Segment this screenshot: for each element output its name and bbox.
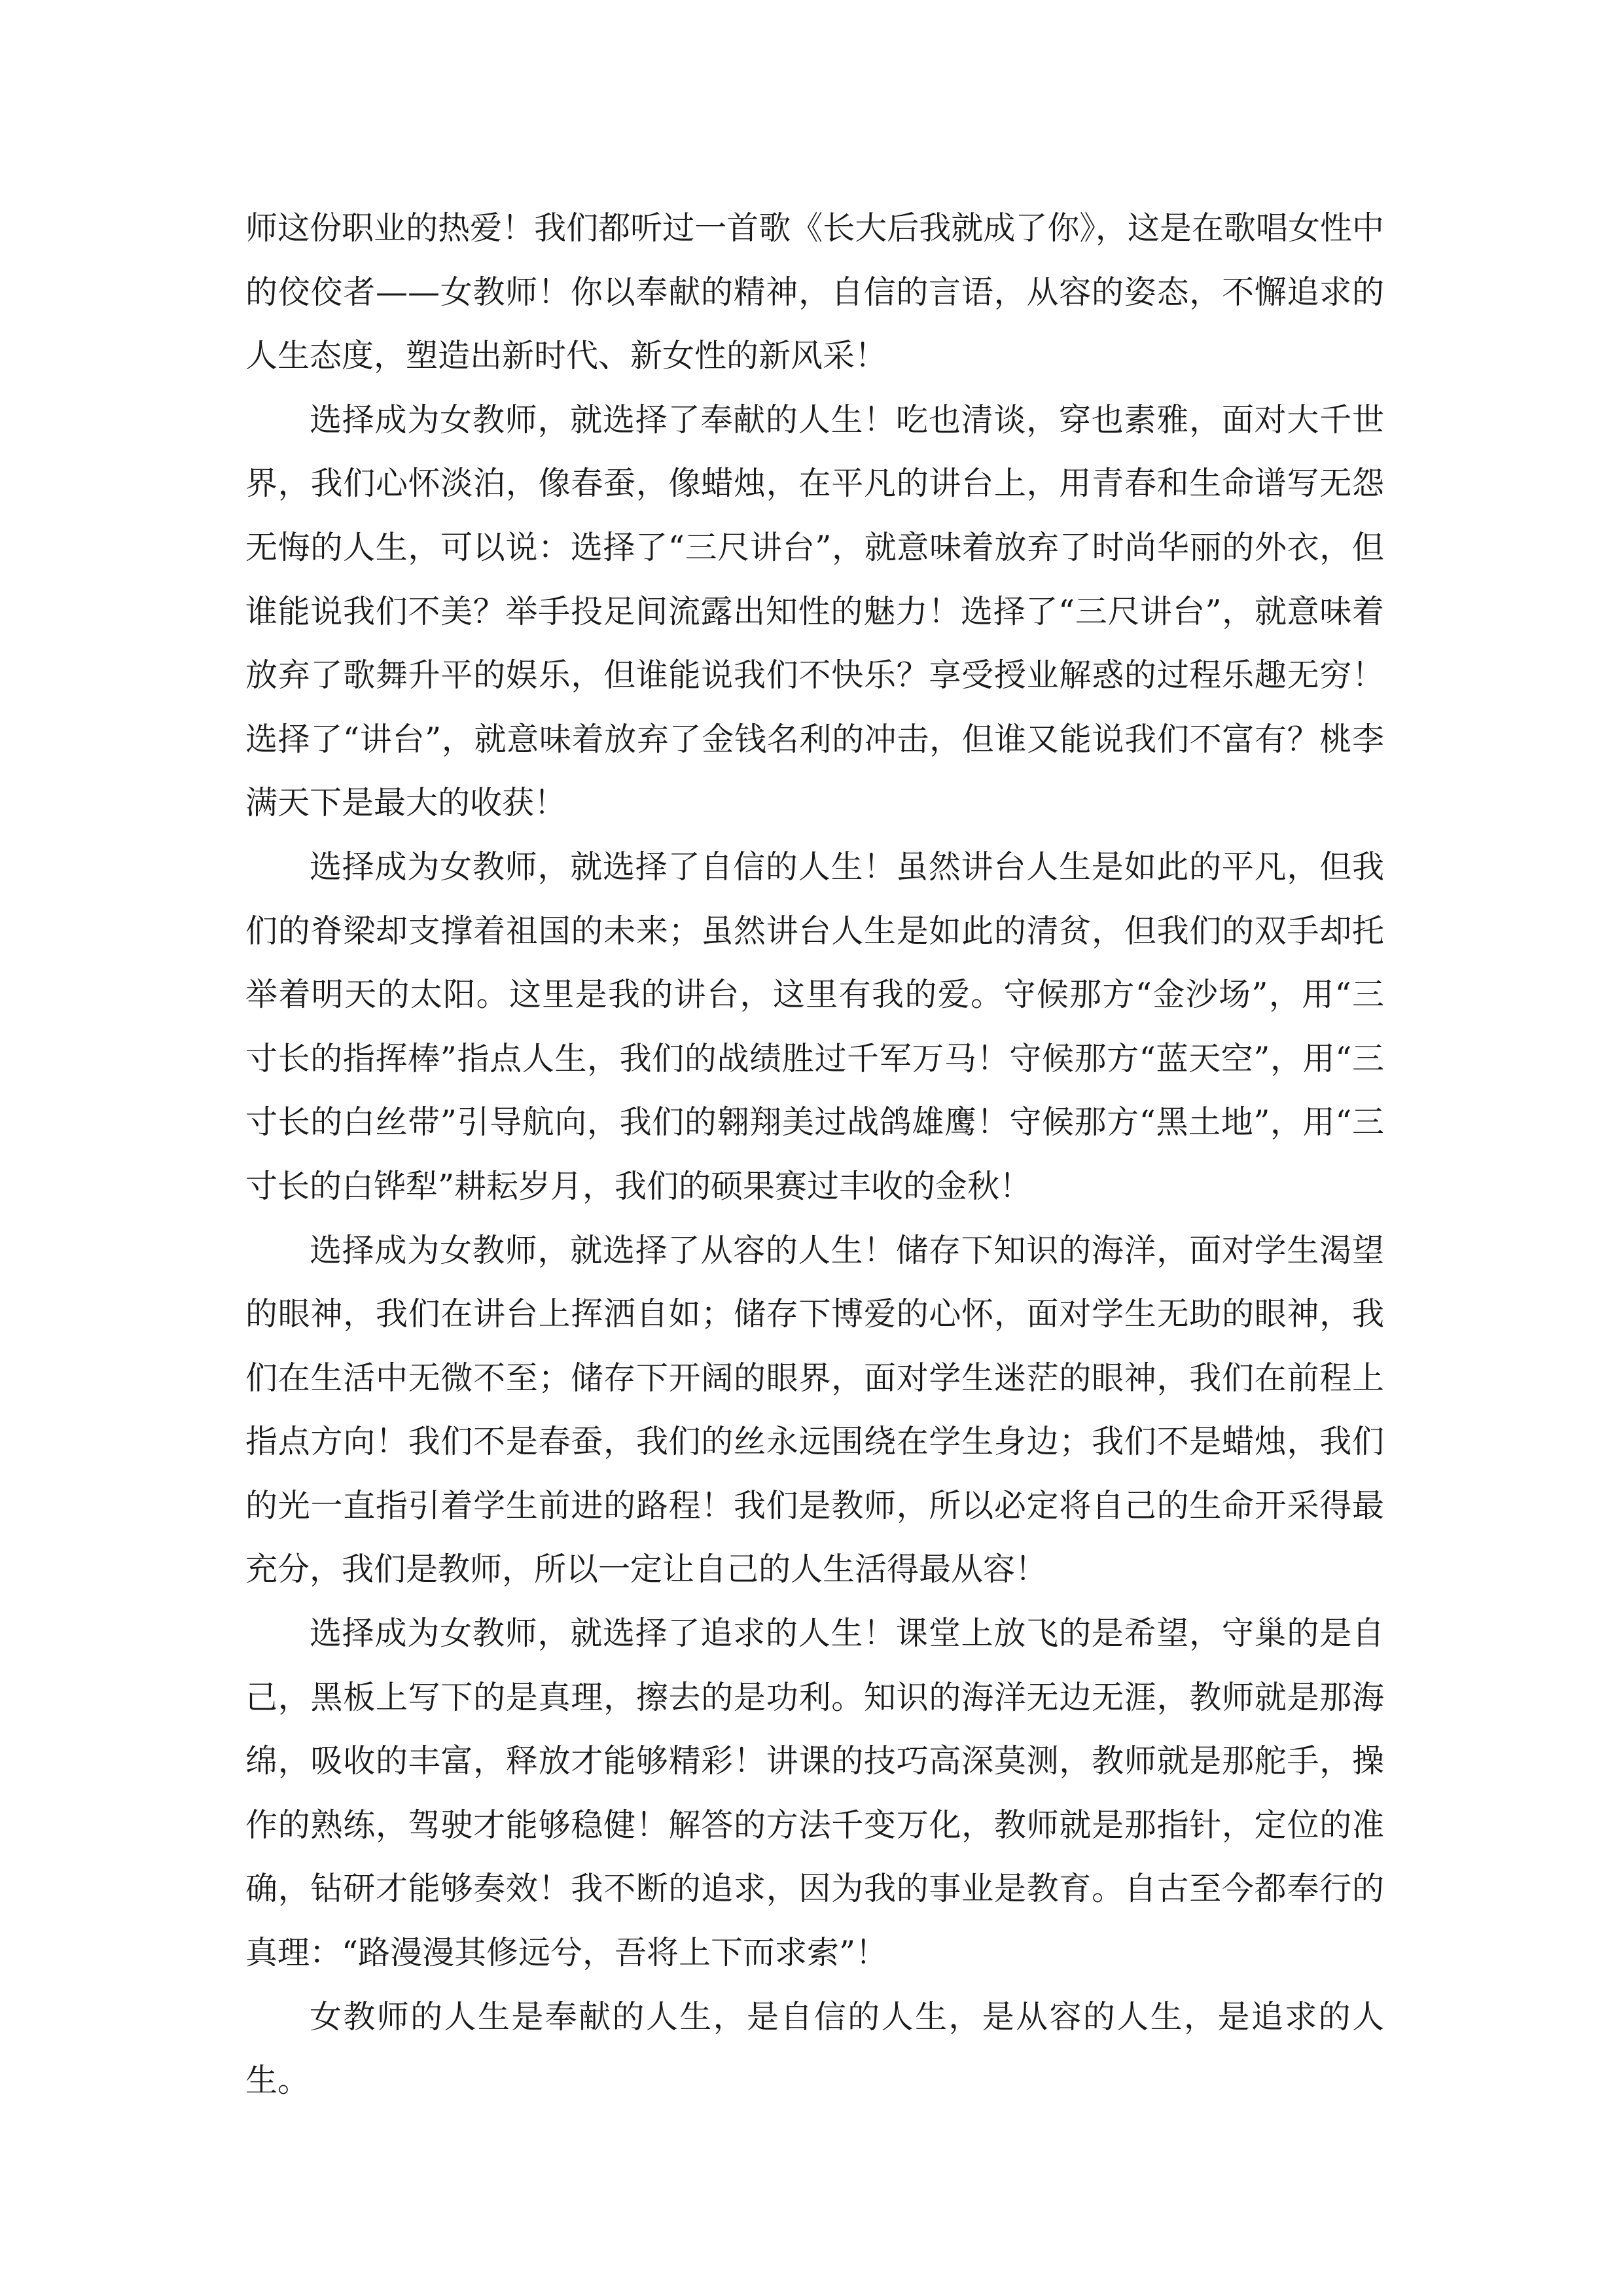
paragraph-intro-continuation: 师这份职业的热爱！我们都听过一首歌《长大后我就成了你》，这是在歌唱女性中的佼佼者——女教师！你以奉献的精神，自信的言语，从容的姿态，不懈追求的人生态度，塑造出新时代、新女性的新风采！ [245, 209, 1384, 375]
paragraph-pursuit: 选择成为女教师，就选择了追求的人生！课堂上放飞的是希望，守巢的是自己，黑板上写下的是真理，擦去的是功利。知识的海洋无边无涯，教师就是那海绵，吸收的丰富，释放才能够精彩！讲课的技巧高深莫测，教师就是那舵手，操作的熟练，驾驶才能够稳健！解答的方法千变万化，教师就是那指针，定位的准确，钻研才能够奏效！我不断的追求，因为我的事业是教育。自古至今都奉行的真理：“路漫漫其修远兮，吾将上下而求索”！ [245, 1615, 1384, 1972]
document-body [245, 196, 1384, 2113]
paragraph-confidence: 选择成为女教师，就选择了自信的人生！虽然讲台人生是如此的平凡，但我们的脊梁却支撑着祖国的未来；虽然讲台人生是如此的清贫，但我们的双手却托举着明天的太阳。这里是我的讲台，这里有我的爱。守候那方“金沙场”，用“三寸长的指挥棒”指点人生，我们的战绩胜过千军万马！守候那方“蓝天空”，用“三寸长的白丝带”引导航向，我们的翱翔美过战鸽雄鹰！守候那方“黑土地”，用“三寸长的白铧犁”耕耘岁月，我们的硕果赛过丰收的金秋！ [245, 848, 1384, 1205]
paragraph-dedication: 选择成为女教师，就选择了奉献的人生！吃也清谈，穿也素雅，面对大千世界，我们心怀淡泊，像春蚕，像蜡烛，在平凡的讲台上，用青春和生命谱写无怨无悔的人生，可以说：选择了“三尺讲台”，就意味着放弃了时尚华丽的外衣，但谁能说我们不美？举手投足间流露出知性的魅力！选择了“三尺讲台”，就意味着放弃了歌舞升平的娱乐，但谁能说我们不快乐？享受授业解惑的过程乐趣无穷！选择了“讲台”，就意味着放弃了金钱名利的冲击，但谁又能说我们不富有？桃李满天下是最大的收获！ [245, 401, 1384, 822]
paragraph-conclusion: 女教师的人生是奉献的人生，是自信的人生，是从容的人生，是追求的人生。 [245, 1998, 1384, 2100]
paragraph-composure: 选择成为女教师，就选择了从容的人生！储存下知识的海洋，面对学生渴望的眼神，我们在讲台上挥洒自如；储存下博爱的心怀，面对学生无助的眼神，我们在生活中无微不至；储存下开阔的眼界，面对学生迷茫的眼神，我们在前程上指点方向！我们不是春蚕，我们的丝永远围绕在学生身边；我们不是蜡烛，我们的光一直指引着学生前进的路程！我们是教师，所以必定将自己的生命开采得最充分，我们是教师，所以一定让自己的人生活得最从容！ [245, 1231, 1384, 1588]
